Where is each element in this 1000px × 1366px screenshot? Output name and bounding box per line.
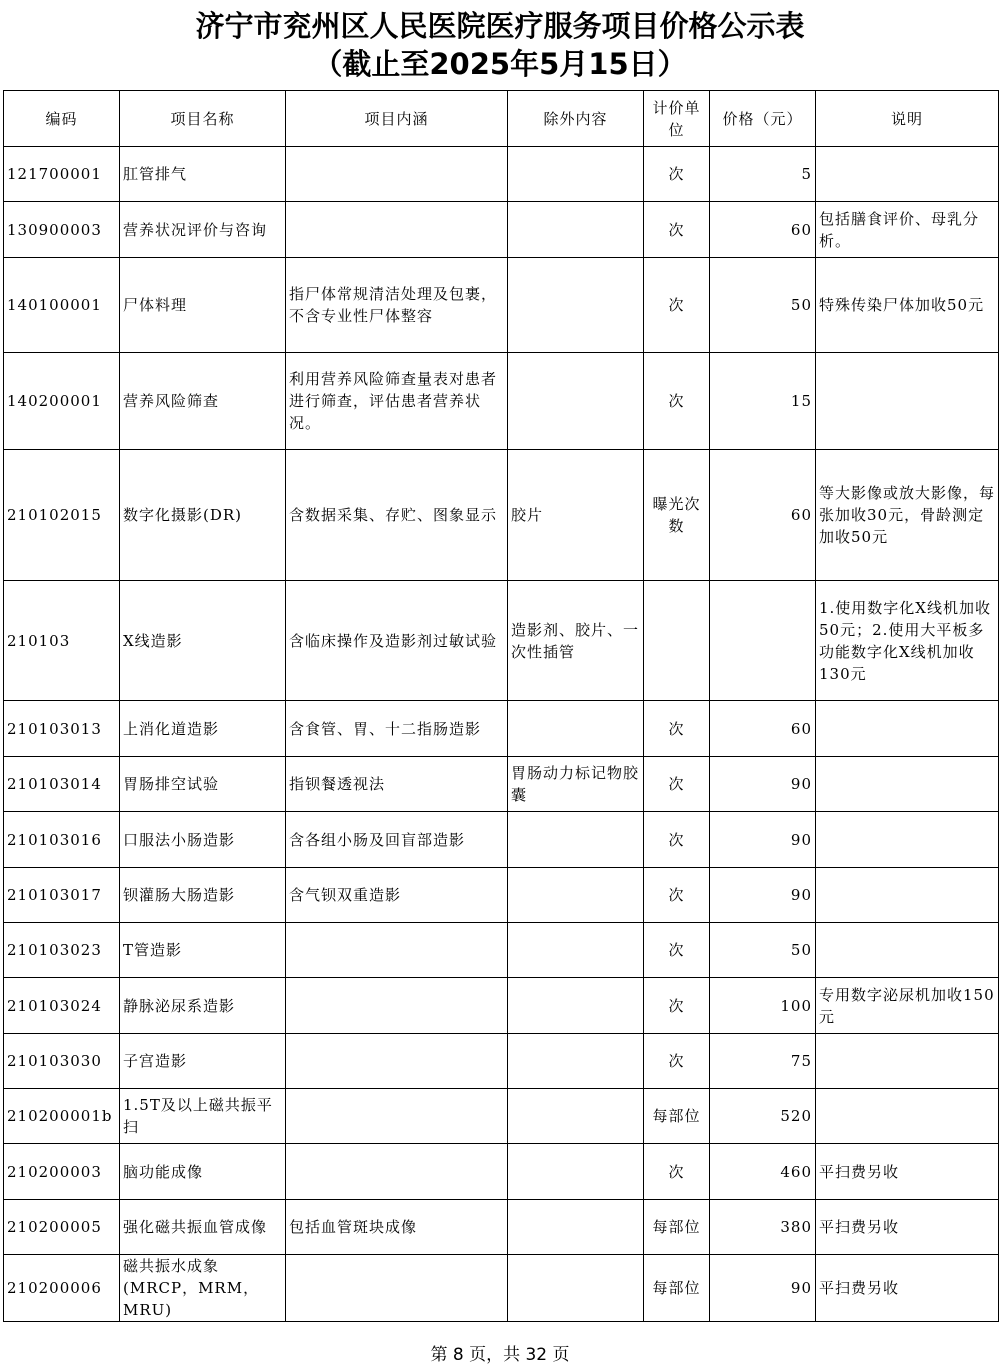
- cell-name: 强化磁共振血管成像: [120, 1200, 286, 1255]
- cell-code: 210102015: [4, 450, 120, 581]
- cell-note: 1.使用数字化X线机加收50元；2.使用大平板多功能数字化X线机加收130元: [816, 581, 999, 701]
- cell-code: 140200001: [4, 353, 120, 450]
- cell-note: [816, 701, 999, 757]
- page-subtitle-date: （截止至2025年5月15日）: [313, 47, 687, 81]
- table-row: [4, 202, 999, 258]
- cell-note: 专用数字泌尿机加收150元: [816, 978, 999, 1034]
- cell-excluded: [508, 701, 644, 757]
- cell-excluded: [508, 978, 644, 1034]
- cell-excluded: [508, 868, 644, 923]
- cell-price: 520: [710, 1089, 816, 1144]
- cell-price: 50: [710, 923, 816, 978]
- price-table: [3, 90, 999, 1322]
- cell-code: 210103030: [4, 1034, 120, 1089]
- table-row: [4, 1255, 999, 1322]
- cell-content: 含气钡双重造影: [286, 868, 508, 923]
- cell-content: 含数据采集、存贮、图象显示: [286, 450, 508, 581]
- cell-excluded: 胃肠动力标记物胶囊: [508, 757, 644, 812]
- cell-excluded: [508, 1200, 644, 1255]
- cell-price: 15: [710, 353, 816, 450]
- cell-name: 数字化摄影(DR): [120, 450, 286, 581]
- cell-unit: 次: [644, 353, 710, 450]
- cell-name: 尸体料理: [120, 258, 286, 353]
- cell-note: [816, 1034, 999, 1089]
- cell-excluded: [508, 1144, 644, 1200]
- cell-unit: 次: [644, 147, 710, 202]
- cell-unit: 次: [644, 701, 710, 757]
- cell-content: 指钡餐透视法: [286, 757, 508, 812]
- cell-code: 210103: [4, 581, 120, 701]
- cell-price: [710, 581, 816, 701]
- cell-price: 5: [710, 147, 816, 202]
- table-row: [4, 868, 999, 923]
- cell-price: 90: [710, 1255, 816, 1322]
- cell-unit: 次: [644, 1034, 710, 1089]
- cell-content: [286, 1034, 508, 1089]
- cell-name: 静脉泌尿系造影: [120, 978, 286, 1034]
- header-excluded: 除外内容: [508, 91, 644, 147]
- cell-code: 210200003: [4, 1144, 120, 1200]
- cell-name: 胃肠排空试验: [120, 757, 286, 812]
- cell-content: 含临床操作及造影剂过敏试验: [286, 581, 508, 701]
- cell-name: 肛管排气: [120, 147, 286, 202]
- cell-code: 210103023: [4, 923, 120, 978]
- cell-note: 等大影像或放大影像，每张加收30元，骨龄测定加收50元: [816, 450, 999, 581]
- cell-excluded: [508, 1034, 644, 1089]
- header-code: 编码: [4, 91, 120, 147]
- cell-code: 210103017: [4, 868, 120, 923]
- cell-content: 含食管、胃、十二指肠造影: [286, 701, 508, 757]
- table-row: [4, 581, 999, 701]
- cell-unit: 次: [644, 978, 710, 1034]
- cell-price: 90: [710, 868, 816, 923]
- header-content: 项目内涵: [286, 91, 508, 147]
- cell-name: T管造影: [120, 923, 286, 978]
- cell-content: 包括血管斑块成像: [286, 1200, 508, 1255]
- header-price: 价格（元）: [710, 91, 816, 147]
- cell-note: [816, 757, 999, 812]
- header-note: 说明: [816, 91, 999, 147]
- cell-content: 利用营养风险筛查量表对患者进行筛查，评估患者营养状况。: [286, 353, 508, 450]
- cell-code: 121700001: [4, 147, 120, 202]
- cell-code: 210200001b: [4, 1089, 120, 1144]
- page-footer-pagination: 第 8 页，共 32 页: [430, 1345, 570, 1365]
- cell-note: [816, 1089, 999, 1144]
- table-row: [4, 258, 999, 353]
- cell-content: [286, 1089, 508, 1144]
- cell-code: 210103016: [4, 812, 120, 868]
- cell-content: [286, 147, 508, 202]
- cell-name: 钡灌肠大肠造影: [120, 868, 286, 923]
- cell-content: [286, 202, 508, 258]
- header-unit: 计价单位: [644, 91, 710, 147]
- cell-code: 210103013: [4, 701, 120, 757]
- cell-price: 60: [710, 701, 816, 757]
- cell-note: [816, 812, 999, 868]
- cell-unit: 每部位: [644, 1200, 710, 1255]
- cell-price: 60: [710, 202, 816, 258]
- cell-excluded: [508, 147, 644, 202]
- table-row: [4, 353, 999, 450]
- cell-note: 平扫费另收: [816, 1144, 999, 1200]
- cell-content: [286, 1144, 508, 1200]
- cell-note: [816, 353, 999, 450]
- cell-code: 210103014: [4, 757, 120, 812]
- cell-name: 磁共振水成象(MRCP，MRM，MRU): [120, 1255, 286, 1322]
- cell-note: [816, 923, 999, 978]
- cell-name: 营养状况评价与咨询: [120, 202, 286, 258]
- table-row: [4, 701, 999, 757]
- cell-excluded: [508, 258, 644, 353]
- cell-excluded: [508, 1255, 644, 1322]
- cell-code: 210103024: [4, 978, 120, 1034]
- cell-content: [286, 978, 508, 1034]
- table-row: [4, 450, 999, 581]
- cell-name: 1.5T及以上磁共振平扫: [120, 1089, 286, 1144]
- cell-code: 210200006: [4, 1255, 120, 1322]
- cell-name: 脑功能成像: [120, 1144, 286, 1200]
- table-row: [4, 147, 999, 202]
- cell-unit: 每部位: [644, 1255, 710, 1322]
- cell-unit: 次: [644, 812, 710, 868]
- table-row: [4, 1200, 999, 1255]
- cell-note: 包括膳食评价、母乳分析。: [816, 202, 999, 258]
- cell-note: [816, 868, 999, 923]
- cell-name: X线造影: [120, 581, 286, 701]
- table-row: [4, 812, 999, 868]
- cell-content: [286, 923, 508, 978]
- cell-price: 460: [710, 1144, 816, 1200]
- cell-unit: 次: [644, 202, 710, 258]
- header-name: 项目名称: [120, 91, 286, 147]
- table-row: [4, 923, 999, 978]
- table-header-row: [4, 91, 999, 147]
- table-row: [4, 1034, 999, 1089]
- cell-note: 平扫费另收: [816, 1255, 999, 1322]
- cell-price: 100: [710, 978, 816, 1034]
- cell-name: 子宫造影: [120, 1034, 286, 1089]
- table-row: [4, 978, 999, 1034]
- cell-unit: 次: [644, 1144, 710, 1200]
- cell-unit: 次: [644, 923, 710, 978]
- cell-excluded: [508, 812, 644, 868]
- cell-unit: 次: [644, 258, 710, 353]
- cell-note: 特殊传染尸体加收50元: [816, 258, 999, 353]
- cell-code: 210200005: [4, 1200, 120, 1255]
- cell-content: [286, 1255, 508, 1322]
- cell-price: 75: [710, 1034, 816, 1089]
- cell-excluded: 胶片: [508, 450, 644, 581]
- cell-code: 130900003: [4, 202, 120, 258]
- cell-content: 指尸体常规清洁处理及包裹，不含专业性尸体整容: [286, 258, 508, 353]
- cell-unit: [644, 581, 710, 701]
- cell-price: 60: [710, 450, 816, 581]
- cell-price: 380: [710, 1200, 816, 1255]
- cell-excluded: [508, 353, 644, 450]
- table-row: [4, 1089, 999, 1144]
- cell-name: 营养风险筛查: [120, 353, 286, 450]
- cell-note: 平扫费另收: [816, 1200, 999, 1255]
- cell-name: 口服法小肠造影: [120, 812, 286, 868]
- cell-excluded: [508, 923, 644, 978]
- table-row: [4, 757, 999, 812]
- cell-excluded: [508, 1089, 644, 1144]
- cell-price: 90: [710, 757, 816, 812]
- cell-price: 50: [710, 258, 816, 353]
- cell-note: [816, 147, 999, 202]
- cell-unit: 次: [644, 757, 710, 812]
- cell-unit: 曝光次数: [644, 450, 710, 581]
- table-row: [4, 1144, 999, 1200]
- cell-excluded: 造影剂、胶片、一次性插管: [508, 581, 644, 701]
- cell-unit: 每部位: [644, 1089, 710, 1144]
- cell-unit: 次: [644, 868, 710, 923]
- cell-excluded: [508, 202, 644, 258]
- cell-content: 含各组小肠及回盲部造影: [286, 812, 508, 868]
- cell-code: 140100001: [4, 258, 120, 353]
- cell-price: 90: [710, 812, 816, 868]
- page-title: 济宁市兖州区人民医院医疗服务项目价格公示表: [195, 9, 805, 43]
- cell-name: 上消化道造影: [120, 701, 286, 757]
